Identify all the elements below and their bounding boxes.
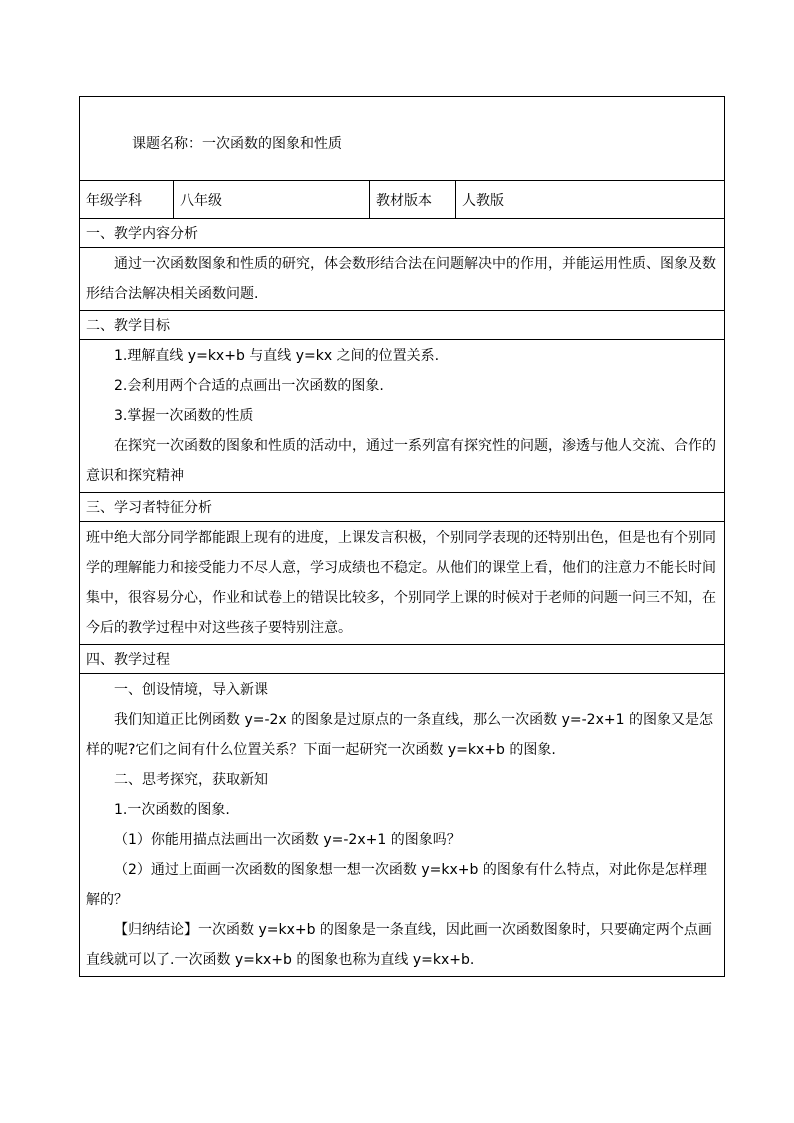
section2-body [80, 340, 725, 493]
section1-heading: 一、教学内容分析 [80, 219, 725, 248]
section1-heading-row [80, 219, 725, 248]
section3-body-row [80, 522, 725, 645]
grade-subject-label: 年级学科 [80, 181, 174, 219]
process-item: 1.一次函数的图象. [114, 802, 230, 818]
objective-item: 3.掌握一次函数的性质 [114, 408, 254, 424]
section3-heading: 三、学习者特征分析 [80, 493, 725, 522]
lesson-title: 课题名称：一次函数的图象和性质 [80, 97, 725, 181]
objective-paragraph: 在探究一次函数的图象和性质的活动中，通过一系列富有探究性的问题，渗透与他人交流、合作的意识和探究精神 [86, 438, 716, 484]
section2-heading-row [80, 311, 725, 340]
section3-heading-row [80, 493, 725, 522]
section2-body-row [80, 340, 725, 493]
section1-body [80, 248, 725, 311]
process-subheading: 一、创设情境，导入新课 [114, 682, 268, 698]
section1-paragraph: 通过一次函数图象和性质的研究，体会数形结合法在问题解决中的作用，并能运用性质、图象及数形结合法解决相关函数问题. [86, 256, 716, 302]
process-conclusion: 【归纳结论】一次函数 y=kx+b 的图象是一条直线，因此画一次函数图象时，只要确定两个点画直线就可以了.一次函数 y=kx+b 的图象也称为直线 y=kx+b. [86, 922, 712, 968]
section4-body [80, 674, 725, 977]
section4-body-row [80, 674, 725, 977]
info-row [80, 181, 725, 219]
process-question: （1）你能用描点法画出一次函数 y=-2x+1 的图象吗？ [114, 832, 461, 848]
section4-heading: 四、教学过程 [80, 645, 725, 674]
lesson-plan-sheet [79, 96, 724, 977]
learner-analysis-paragraph: 班中绝大部分同学都能跟上现有的进度，上课发言积极，个别同学表现的还特别出色，但是也有个别同学的理解能力和接受能力不尽人意，学习成绩也不稳定。从他们的课堂上看，他们的注意力不能长时间集中，很容易分心，作业和试卷上的错误比较多，个别同学上课的时候对于老师的问题一问三不知，在今后的教学过程中对这些孩子要特别注意。 [86, 530, 716, 636]
lesson-plan-table [79, 96, 725, 977]
textbook-label: 教材版本 [370, 181, 456, 219]
process-subheading: 二、思考探究，获取新知 [114, 772, 268, 788]
process-paragraph: 我们知道正比例函数 y=-2x 的图象是过原点的一条直线，那么一次函数 y=-2x+1 的图象又是怎样的呢?它们之间有什么位置关系？下面一起研究一次函数 y=kx+b 的图象. [86, 712, 713, 758]
objective-item: 2.会利用两个合适的点画出一次函数的图象. [114, 378, 384, 394]
grade-subject-value: 八年级 [174, 181, 370, 219]
section3-body [80, 522, 725, 645]
process-question: （2）通过上面画一次函数的图象想一想一次函数 y=kx+b 的图象有什么特点，对此你是怎样理解的？ [86, 862, 707, 908]
objective-item: 1.理解直线 y=kx+b 与直线 y=kx 之间的位置关系. [114, 348, 440, 364]
title-row [80, 97, 725, 181]
textbook-value: 人教版 [456, 181, 725, 219]
section2-heading: 二、教学目标 [80, 311, 725, 340]
section4-heading-row [80, 645, 725, 674]
section1-body-row [80, 248, 725, 311]
